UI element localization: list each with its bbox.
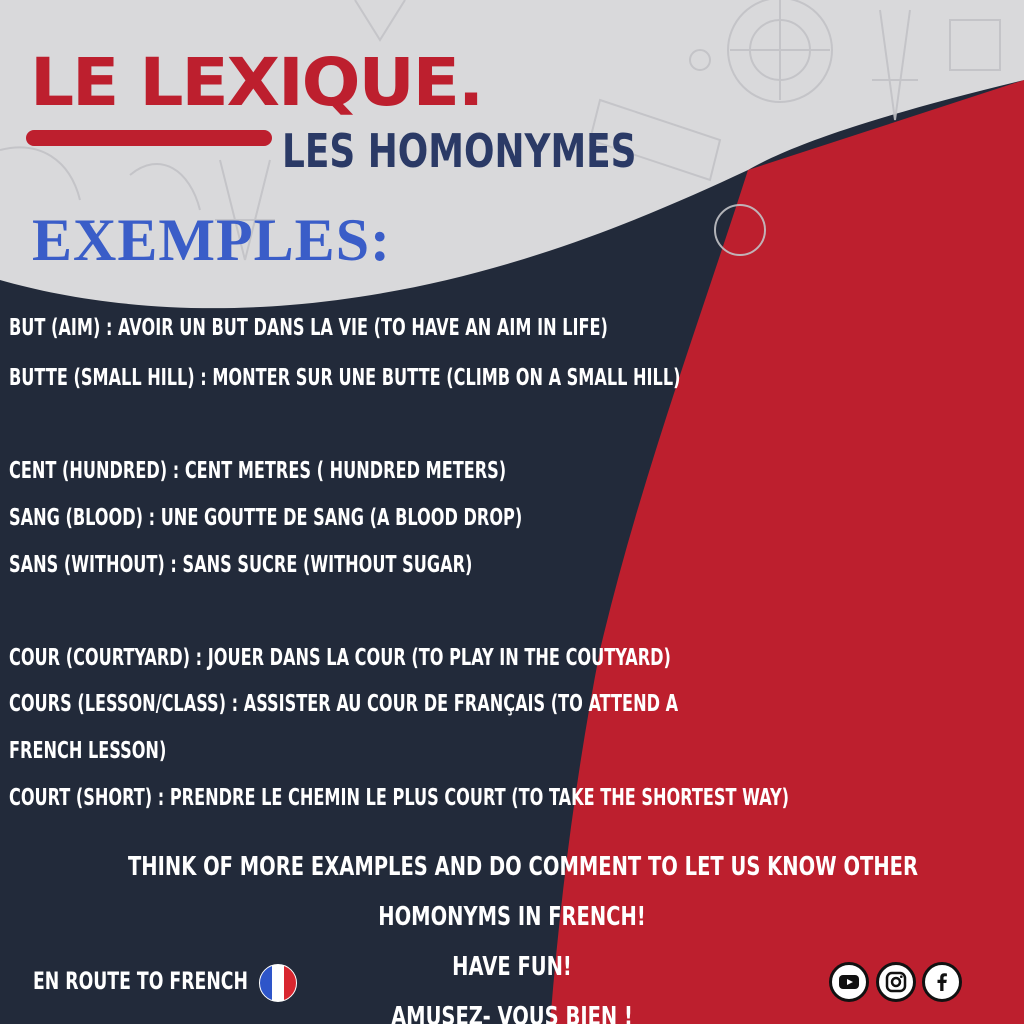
facebook-icon[interactable] — [922, 962, 962, 1002]
brand-name: EN ROUTE TO FRENCH — [33, 967, 248, 995]
section-heading: EXEMPLES: — [32, 207, 392, 273]
youtube-icon[interactable] — [829, 962, 869, 1002]
page-title: LE LEXIQUE. — [30, 44, 483, 121]
title-underline — [26, 130, 272, 146]
closing-message — [0, 842, 1024, 1024]
example-line: BUT (AIM) : AVOIR UN BUT DANS LA VIE (TO HAVE AN AIM IN LIFE) — [9, 315, 608, 341]
closing-line: HAVE FUN! — [452, 952, 572, 982]
example-line: BUTTE (SMALL HILL) : MONTER SUR UNE BUTTE (CLIMB ON A SMALL HILL) — [9, 365, 681, 391]
example-line: CENT (HUNDRED) : CENT METRES ( HUNDRED METERS) — [9, 458, 507, 484]
example-line: FRENCH LESSON) — [9, 738, 167, 764]
example-line: COURT (SHORT) : PRENDRE LE CHEMIN LE PLUS COURT (TO TAKE THE SHORTEST WAY) — [9, 785, 790, 811]
france-flag-icon — [259, 964, 297, 1002]
example-line: SANG (BLOOD) : UNE GOUTTE DE SANG (A BLOOD DROP) — [9, 505, 523, 531]
example-line: COUR (COURTYARD) : JOUER DANS LA COUR (TO PLAY IN THE COUTYARD) — [9, 645, 671, 671]
closing-line: AMUSEZ- VOUS BIEN ! — [391, 1002, 633, 1024]
example-line: COURS (LESSON/CLASS) : ASSISTER AU COUR DE FRANÇAIS (TO ATTEND A — [9, 691, 679, 717]
page-subtitle: LES HOMONYMES — [282, 124, 637, 178]
example-line: SANS (WITHOUT) : SANS SUCRE (WITHOUT SUGAR) — [9, 552, 473, 578]
closing-line: HOMONYMS IN FRENCH! — [378, 902, 646, 932]
instagram-icon[interactable] — [876, 962, 916, 1002]
closing-line: THINK OF MORE EXAMPLES AND DO COMMENT TO LET US KNOW OTHER — [128, 852, 918, 882]
